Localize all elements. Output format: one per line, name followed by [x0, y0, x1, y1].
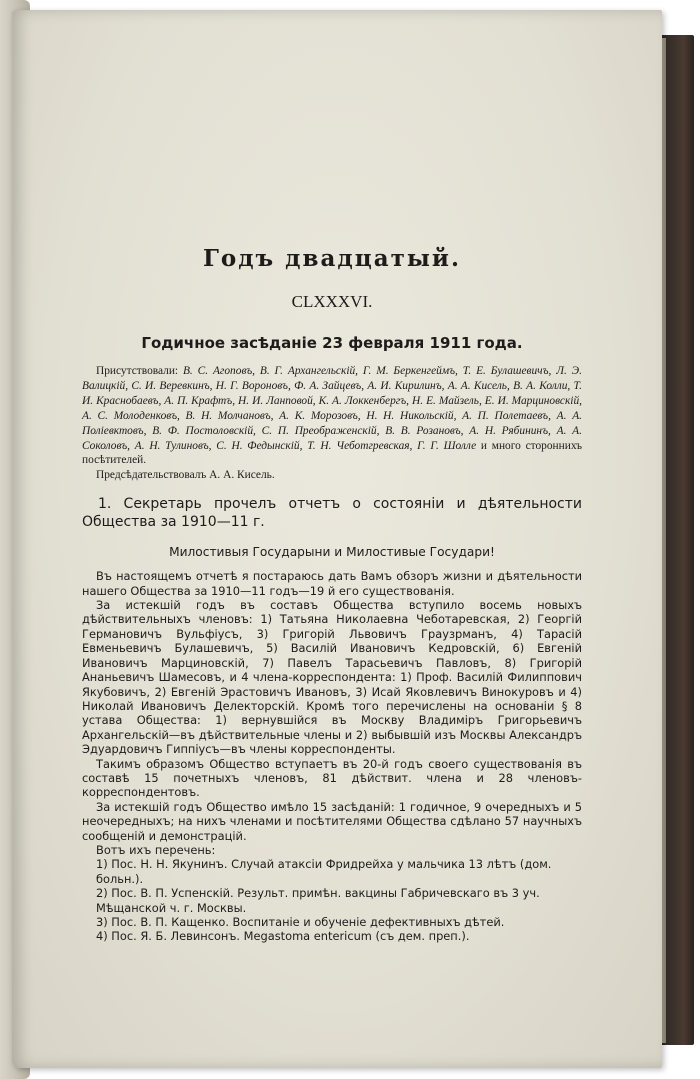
attendance-label: Присутствовали:	[96, 365, 183, 377]
section-one-heading: 1. Секретарь прочелъ отчетъ о состояніи и дѣятельности Общества за 1910—11 г.	[82, 496, 582, 531]
list-item: 2) Пос. В. П. Успенскій. Результ. примѣн. вакцины Габричевскаго въ 3 уч. Мѣщанской ч. г. Москвы.	[96, 886, 540, 915]
report-paragraph-4: За истекшій годъ Общество имѣло 15 засѣданій: 1 годичное, 9 очередныхъ и 5 неочередныхъ; на нихъ членами и посѣтителями Общества сдѣлано 57 научныхъ сообщеній и демонстрацій.	[82, 799, 582, 843]
list-item: 3) Пос. В. П. Кащенко. Воспитаніе и обученіе дефективныхъ дѣтей.	[96, 915, 505, 929]
attendance-tail: и много стороннихъ посѣтителей.	[82, 439, 582, 467]
attendance-paragraph	[82, 364, 582, 468]
report-paragraph-2: За истекшій годъ въ составъ Общества вступило восемь новыхъ дѣйствительныхъ членовъ: 1) Татьяна Николаевна Чеботаревская, 2) Георгій Германовичъ Вульфіусъ, 3) Григорій Львовичъ Граузрманъ, 4) Тарасій Евменьевичъ Булашевичъ, 5) Василій Ивановичъ Кедровскій, 6) Евгеній Ивановичъ Марциновскій, 7) Павелъ Тарасьевичъ Павловъ, 8) Григорій Ананьевичъ Шамесовъ, и 4 члена-корреспондента: 1) Проф. Василій Филиппович Якубовичъ, 2) Евгеній Эрастовичъ Ивановъ, 3) Исай Яковлевичъ Винокуровъ и 4) Николай Ивановичъ Делекторскій. Кромѣ того перечислены на основаніи § 8 устава Общества: 1) вернувшійся въ Москву Владиміръ Григорьевичъ Архангельскій—въ дѣйствительные члены и 2) выбывшій изъ Москвы Александръ Эдуардовичъ Гиппіусъ—въ члены корреспонденты.	[82, 598, 582, 757]
report-list	[82, 857, 582, 943]
section-number: CLXXXVI.	[291, 292, 373, 311]
greeting: Милостивыя Государыни и Милостивые Государи!	[169, 545, 495, 560]
meeting-heading: Годичное засѣданіе 23 февраля 1911 года.	[141, 334, 523, 352]
page-title: Годъ двадцатый.	[202, 245, 461, 272]
report-paragraph-1: Въ настоящемъ отчетѣ я постараюсь дать Вамъ обзоръ жизни и дѣятельности нашего Общества за 1910—11 годъ—19 й его существованія.	[82, 569, 582, 598]
attendance-names: В. С. Агоповъ, В. Г. Архангельскій, Г. М. Беркенгеймъ, Т. Е. Булашевичъ, Л. Э. Валицкій, С. И. Веревкинъ, Н. Г. Вороновъ, Ф. А. Зайцевъ, А. И. Кирилинъ, А. А. Кисель, В. А. Колли, Т. И. Краснобаевъ, А. П. Крафтъ, Н. И. Ланповой, К. А. Локкенбергъ, Н. Е. Майзель, Е. И. Марциновскій, А. С. Молоденковъ, В. Н. Молчановъ, А. К. Морозовъ, Н. Н. Никольскій, А. П. Полетаевъ, А. А. Поліевктовъ, В. Ф. Постоловскій, С. П. Преображенскій, В. В. Розановъ, А. Н. Рябининъ, А. А. Соколовъ, А. Н. Тулиновъ, С. Н. Федынскій, Т. Н. Чеботгревская, Г. Г. Шолле	[82, 365, 582, 452]
report-paragraph-5: Вотъ ихъ перечень:	[96, 842, 216, 857]
chair-label: Предсѣдательствовалъ	[96, 469, 210, 482]
book-page	[12, 10, 662, 1068]
list-item: 1) Пос. Н. Н. Якунинъ. Случай атаксіи Фридрейха у мальчика 13 лѣтъ (дом. больн.).	[96, 857, 552, 886]
list-item: 4) Пос. Я. Б. Левинсонъ. Megastoma entericum (съ дем. преп.).	[96, 929, 470, 944]
report-paragraph-3: Такимъ образомъ Общество вступаетъ въ 20-й годъ своего существованія въ составѣ 15 почетныхъ членовъ, 81 дѣйствит. члена и 28 членовъ-корреспондентовъ.	[82, 756, 582, 800]
page-content	[82, 245, 582, 944]
chair-name: А. А. Кисель.	[209, 469, 275, 482]
chair-paragraph	[82, 468, 582, 483]
